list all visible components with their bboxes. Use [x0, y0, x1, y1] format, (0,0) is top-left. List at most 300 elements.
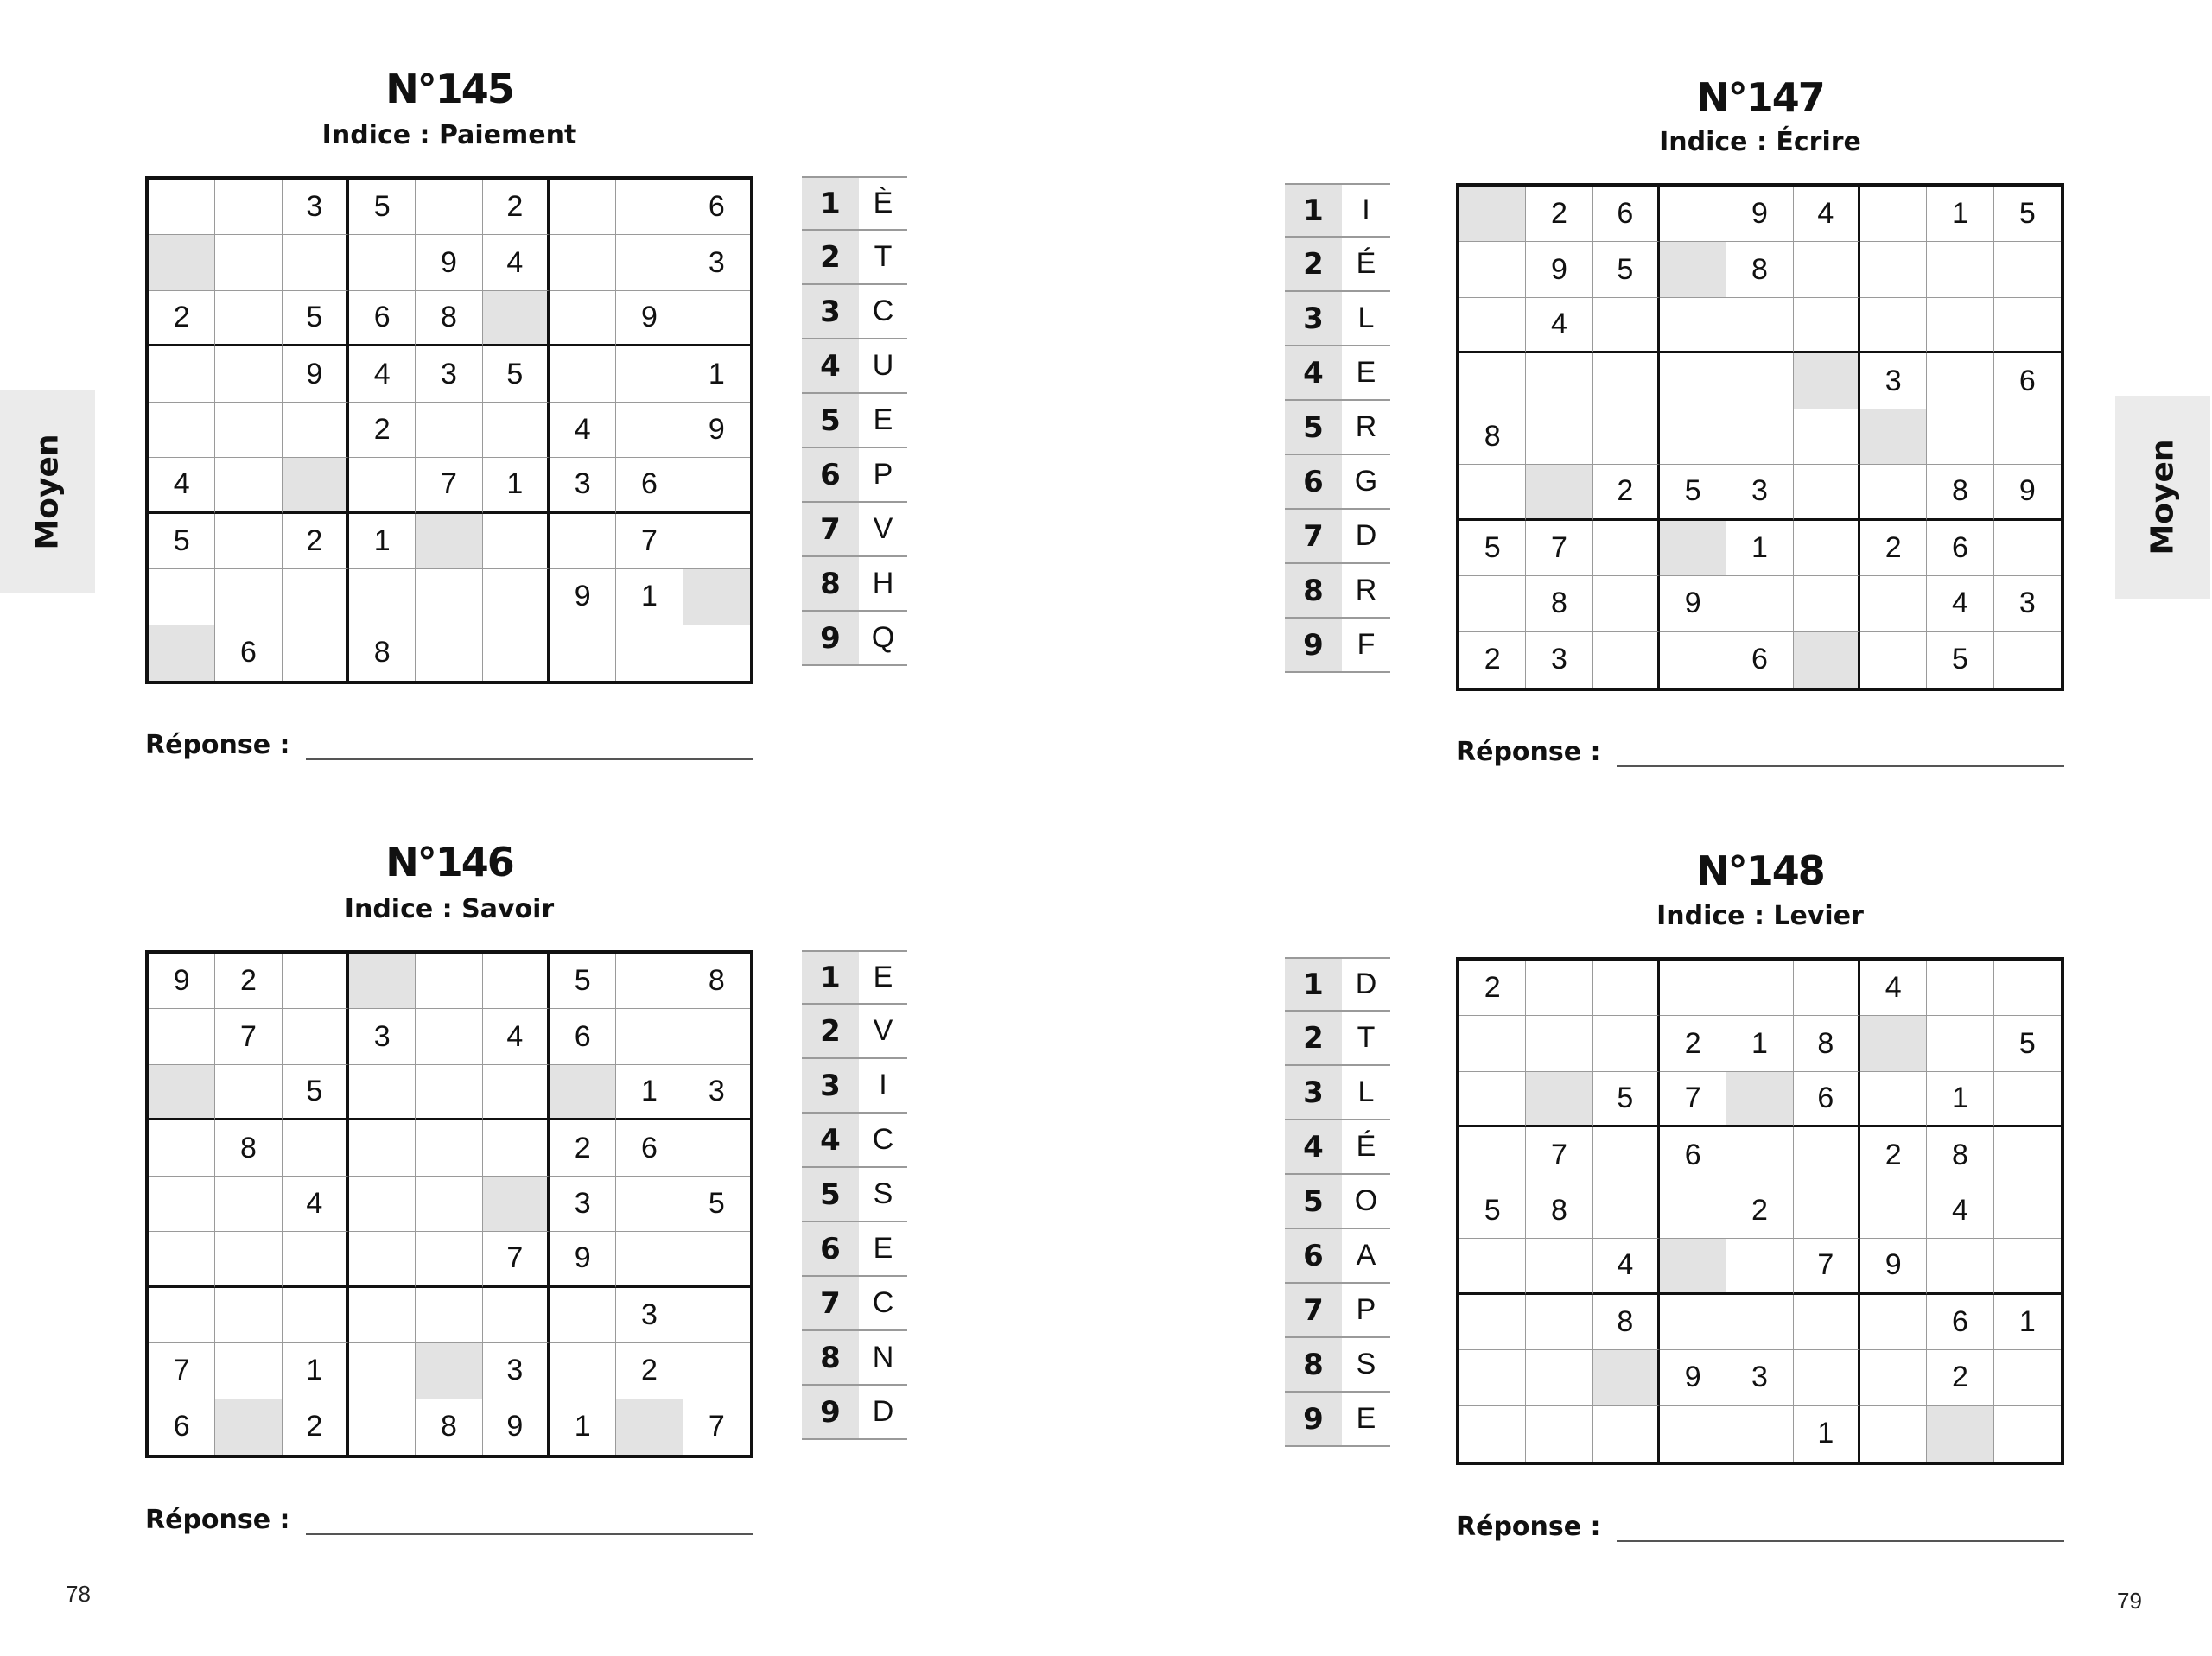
empty-cell[interactable] — [1526, 353, 1592, 409]
given-cell: 9 — [149, 954, 215, 1009]
empty-cell[interactable] — [1660, 1239, 1726, 1294]
empty-cell[interactable] — [349, 458, 416, 513]
empty-cell[interactable] — [550, 1065, 616, 1120]
empty-cell[interactable] — [149, 403, 215, 458]
empty-cell[interactable] — [1526, 1350, 1592, 1405]
given-cell: 3 — [1860, 353, 1927, 409]
key-row — [802, 1059, 907, 1114]
empty-cell[interactable] — [616, 180, 683, 235]
key-number: 8 — [1285, 1338, 1342, 1391]
given-cell: 8 — [349, 625, 416, 681]
empty-cell[interactable] — [616, 625, 683, 681]
empty-cell[interactable] — [1994, 1406, 2061, 1462]
empty-cell[interactable] — [1660, 242, 1726, 297]
key-number: 8 — [802, 1331, 859, 1384]
empty-cell[interactable] — [416, 569, 482, 625]
answer-line[interactable] — [1617, 1518, 2064, 1542]
empty-cell[interactable] — [149, 625, 215, 681]
empty-cell[interactable] — [349, 954, 416, 1009]
empty-cell[interactable] — [1660, 187, 1726, 242]
key-letter: T — [1357, 1021, 1376, 1054]
empty-cell[interactable] — [416, 954, 482, 1009]
empty-cell[interactable] — [349, 1399, 416, 1455]
empty-cell[interactable] — [1726, 1127, 1793, 1183]
empty-cell[interactable] — [1860, 409, 1927, 465]
empty-cell[interactable] — [1860, 1350, 1927, 1405]
empty-cell[interactable] — [1459, 1239, 1526, 1294]
key-row — [1285, 346, 1390, 401]
empty-cell[interactable] — [1459, 298, 1526, 353]
key-letter: P — [1356, 1293, 1376, 1326]
empty-cell[interactable] — [1526, 1072, 1592, 1127]
key-number: 2 — [1285, 238, 1342, 290]
empty-cell[interactable] — [1459, 187, 1526, 242]
given-cell: 6 — [349, 291, 416, 346]
empty-cell[interactable] — [215, 1177, 282, 1232]
empty-cell[interactable] — [1593, 409, 1660, 465]
key-row — [1285, 183, 1390, 238]
puzzle-hint: Indice : Levier — [1656, 901, 1864, 931]
empty-cell[interactable] — [1593, 1183, 1660, 1239]
given-cell: 7 — [1526, 1127, 1592, 1183]
empty-cell[interactable] — [1660, 961, 1726, 1016]
empty-cell[interactable] — [1994, 1072, 2061, 1127]
given-cell: 1 — [1927, 187, 1993, 242]
key-letter: D — [1355, 968, 1377, 1000]
empty-cell[interactable] — [1994, 1127, 2061, 1183]
empty-cell[interactable] — [616, 1399, 683, 1455]
empty-cell[interactable] — [1660, 353, 1726, 409]
empty-cell[interactable] — [550, 625, 616, 681]
empty-cell[interactable] — [1860, 1406, 1927, 1462]
given-cell: 5 — [483, 346, 550, 402]
key-row — [1285, 1175, 1390, 1229]
empty-cell[interactable] — [1660, 1406, 1726, 1462]
key-row — [1285, 619, 1390, 673]
empty-cell[interactable] — [1526, 409, 1592, 465]
empty-cell[interactable] — [1794, 961, 1860, 1016]
empty-cell[interactable] — [550, 235, 616, 290]
key-number: 9 — [802, 1386, 859, 1438]
given-cell: 9 — [1994, 465, 2061, 520]
given-cell: 4 — [149, 458, 215, 513]
empty-cell[interactable] — [1459, 353, 1526, 409]
answer-line[interactable] — [1617, 743, 2064, 767]
empty-cell[interactable] — [215, 180, 282, 235]
given-cell: 1 — [683, 346, 750, 402]
empty-cell[interactable] — [215, 514, 282, 569]
empty-cell[interactable] — [215, 458, 282, 513]
empty-cell[interactable] — [1994, 1350, 2061, 1405]
empty-cell[interactable] — [683, 514, 750, 569]
key-number: 9 — [1285, 619, 1342, 671]
empty-cell[interactable] — [416, 1343, 482, 1399]
given-cell: 2 — [1593, 465, 1660, 520]
empty-cell[interactable] — [1593, 576, 1660, 631]
empty-cell[interactable] — [1794, 1127, 1860, 1183]
empty-cell[interactable] — [149, 1009, 215, 1064]
empty-cell[interactable] — [1794, 409, 1860, 465]
empty-cell[interactable] — [1860, 1183, 1927, 1239]
empty-cell[interactable] — [1994, 1183, 2061, 1239]
given-cell: 1 — [1726, 521, 1793, 576]
given-cell: 5 — [1994, 187, 2061, 242]
key-letter: C — [872, 295, 894, 327]
empty-cell[interactable] — [1794, 1295, 1860, 1350]
empty-cell[interactable] — [483, 1177, 550, 1232]
empty-cell[interactable] — [1593, 353, 1660, 409]
empty-cell[interactable] — [1660, 1183, 1726, 1239]
key-letter: G — [1354, 465, 1378, 498]
empty-cell[interactable] — [349, 1177, 416, 1232]
given-cell: 2 — [550, 1120, 616, 1176]
empty-cell[interactable] — [149, 1177, 215, 1232]
given-cell: 7 — [1660, 1072, 1726, 1127]
empty-cell[interactable] — [416, 625, 482, 681]
empty-cell[interactable] — [1660, 1295, 1726, 1350]
empty-cell[interactable] — [349, 235, 416, 290]
empty-cell[interactable] — [1726, 1406, 1793, 1462]
key-number: 6 — [802, 448, 859, 501]
sudoku-grid — [1456, 957, 2064, 1465]
key-number: 3 — [802, 1059, 859, 1112]
empty-cell[interactable] — [149, 346, 215, 402]
empty-cell[interactable] — [1459, 1127, 1526, 1183]
key-number: 6 — [1285, 1229, 1342, 1282]
empty-cell[interactable] — [550, 180, 616, 235]
given-cell: 2 — [1860, 521, 1927, 576]
empty-cell[interactable] — [215, 403, 282, 458]
empty-cell[interactable] — [1726, 409, 1793, 465]
empty-cell[interactable] — [683, 291, 750, 346]
empty-cell[interactable] — [1459, 465, 1526, 520]
empty-cell[interactable] — [215, 235, 282, 290]
empty-cell[interactable] — [1994, 298, 2061, 353]
empty-cell[interactable] — [1927, 1016, 1993, 1071]
empty-cell[interactable] — [1794, 1183, 1860, 1239]
empty-cell[interactable] — [1726, 1239, 1793, 1294]
empty-cell[interactable] — [416, 1009, 482, 1064]
empty-cell[interactable] — [483, 625, 550, 681]
puzzle-title: N°147 — [1696, 74, 1824, 121]
empty-cell[interactable] — [1860, 1072, 1927, 1127]
given-cell: 1 — [1927, 1072, 1993, 1127]
empty-cell[interactable] — [1794, 1350, 1860, 1405]
given-cell: 6 — [1726, 632, 1793, 688]
key-letter: I — [879, 1069, 887, 1101]
empty-cell[interactable] — [1593, 298, 1660, 353]
difficulty-tab-right — [2115, 396, 2210, 599]
empty-cell[interactable] — [616, 403, 683, 458]
empty-cell[interactable] — [149, 1232, 215, 1287]
empty-cell[interactable] — [616, 1232, 683, 1287]
empty-cell[interactable] — [683, 1343, 750, 1399]
empty-cell[interactable] — [683, 458, 750, 513]
given-cell: 7 — [1794, 1239, 1860, 1294]
given-cell: 8 — [1526, 1183, 1592, 1239]
given-cell: 9 — [1726, 187, 1793, 242]
empty-cell[interactable] — [283, 235, 349, 290]
empty-cell[interactable] — [1459, 1295, 1526, 1350]
empty-cell[interactable] — [1660, 632, 1726, 688]
empty-cell[interactable] — [1593, 961, 1660, 1016]
empty-cell[interactable] — [149, 1065, 215, 1120]
empty-cell[interactable] — [1927, 961, 1993, 1016]
empty-cell[interactable] — [550, 1288, 616, 1343]
key-number: 7 — [802, 1277, 859, 1329]
empty-cell[interactable] — [149, 1288, 215, 1343]
empty-cell[interactable] — [215, 1343, 282, 1399]
answer-line[interactable] — [306, 736, 753, 760]
empty-cell[interactable] — [283, 403, 349, 458]
empty-cell[interactable] — [483, 1288, 550, 1343]
empty-cell[interactable] — [1459, 1016, 1526, 1071]
given-cell: 2 — [1726, 1183, 1793, 1239]
difficulty-tab-left — [0, 390, 95, 593]
given-cell: 5 — [349, 180, 416, 235]
empty-cell[interactable] — [683, 1120, 750, 1176]
given-cell: 9 — [483, 1399, 550, 1455]
given-cell: 4 — [1860, 961, 1927, 1016]
empty-cell[interactable] — [1927, 242, 1993, 297]
empty-cell[interactable] — [1927, 1239, 1993, 1294]
empty-cell[interactable] — [616, 1009, 683, 1064]
empty-cell[interactable] — [1726, 961, 1793, 1016]
empty-cell[interactable] — [416, 180, 482, 235]
empty-cell[interactable] — [215, 1288, 282, 1343]
empty-cell[interactable] — [1726, 1295, 1793, 1350]
given-cell: 9 — [1860, 1239, 1927, 1294]
given-cell: 8 — [1927, 465, 1993, 520]
empty-cell[interactable] — [1994, 961, 2061, 1016]
empty-cell[interactable] — [1860, 465, 1927, 520]
empty-cell[interactable] — [1526, 1016, 1592, 1071]
empty-cell[interactable] — [1927, 1406, 1993, 1462]
empty-cell[interactable] — [1593, 1350, 1660, 1405]
empty-cell[interactable] — [1726, 576, 1793, 631]
empty-cell[interactable] — [215, 1399, 282, 1455]
empty-cell[interactable] — [483, 569, 550, 625]
answer-line[interactable] — [306, 1511, 753, 1535]
given-cell: 1 — [616, 1065, 683, 1120]
empty-cell[interactable] — [416, 1288, 482, 1343]
empty-cell[interactable] — [1994, 409, 2061, 465]
empty-cell[interactable] — [1994, 632, 2061, 688]
empty-cell[interactable] — [1459, 576, 1526, 631]
empty-cell[interactable] — [283, 1120, 349, 1176]
empty-cell[interactable] — [1526, 465, 1592, 520]
empty-cell[interactable] — [1860, 187, 1927, 242]
empty-cell[interactable] — [349, 1232, 416, 1287]
empty-cell[interactable] — [683, 625, 750, 681]
empty-cell[interactable] — [483, 403, 550, 458]
empty-cell[interactable] — [1593, 1016, 1660, 1071]
empty-cell[interactable] — [483, 1065, 550, 1120]
answer-label: Réponse : — [1456, 1512, 1601, 1542]
given-cell: 3 — [1726, 1350, 1793, 1405]
empty-cell[interactable] — [1593, 1127, 1660, 1183]
empty-cell[interactable] — [1726, 1072, 1793, 1127]
given-cell: 1 — [283, 1343, 349, 1399]
letter-key-table — [802, 950, 907, 1440]
empty-cell[interactable] — [483, 514, 550, 569]
given-cell: 7 — [708, 1410, 725, 1443]
empty-cell[interactable] — [1459, 1072, 1526, 1127]
empty-cell[interactable] — [1860, 632, 1927, 688]
empty-cell[interactable] — [550, 291, 616, 346]
empty-cell[interactable] — [1593, 1406, 1660, 1462]
key-number: 6 — [802, 1222, 859, 1275]
empty-cell[interactable] — [1526, 961, 1592, 1016]
empty-cell[interactable] — [283, 1232, 349, 1287]
empty-cell[interactable] — [616, 1177, 683, 1232]
empty-cell[interactable] — [550, 346, 616, 402]
empty-cell[interactable] — [215, 1232, 282, 1287]
key-letter: Q — [871, 621, 895, 654]
empty-cell[interactable] — [149, 569, 215, 625]
key-row — [802, 503, 907, 557]
given-cell: 6 — [1927, 1295, 1993, 1350]
given-cell: 8 — [1526, 576, 1592, 631]
given-cell: 2 — [283, 1399, 349, 1455]
key-letter: E — [1356, 356, 1376, 389]
given-cell: 6 — [616, 1120, 683, 1176]
empty-cell[interactable] — [1459, 1406, 1526, 1462]
given-cell: 3 — [1994, 576, 2061, 631]
empty-cell[interactable] — [1660, 409, 1726, 465]
empty-cell[interactable] — [616, 235, 683, 290]
empty-cell[interactable] — [1660, 521, 1726, 576]
empty-cell[interactable] — [483, 1120, 550, 1176]
given-cell: 6 — [1660, 1127, 1726, 1183]
empty-cell[interactable] — [1526, 1406, 1592, 1462]
empty-cell[interactable] — [416, 514, 482, 569]
key-row — [1285, 1393, 1390, 1447]
given-cell: 1 — [616, 569, 683, 625]
key-letter: T — [874, 240, 893, 273]
empty-cell[interactable] — [283, 458, 349, 513]
empty-cell[interactable] — [1860, 1295, 1927, 1350]
empty-cell[interactable] — [1927, 409, 1993, 465]
key-number: 1 — [1285, 959, 1342, 1010]
key-letter: U — [872, 349, 894, 382]
letter-key-table — [1285, 183, 1390, 673]
given-cell: 1 — [1994, 1295, 2061, 1350]
key-number: 5 — [802, 1168, 859, 1221]
empty-cell[interactable] — [683, 569, 750, 625]
empty-cell[interactable] — [1794, 242, 1860, 297]
empty-cell[interactable] — [616, 346, 683, 402]
empty-cell[interactable] — [215, 1065, 282, 1120]
empty-cell[interactable] — [1593, 632, 1660, 688]
empty-cell[interactable] — [215, 346, 282, 402]
empty-cell[interactable] — [1459, 1350, 1526, 1405]
empty-cell[interactable] — [1994, 242, 2061, 297]
empty-cell[interactable] — [149, 235, 215, 290]
empty-cell[interactable] — [1593, 521, 1660, 576]
empty-cell[interactable] — [483, 291, 550, 346]
key-letter: H — [872, 567, 894, 600]
empty-cell[interactable] — [1794, 298, 1860, 353]
empty-cell[interactable] — [1994, 521, 2061, 576]
empty-cell[interactable] — [1794, 465, 1860, 520]
empty-cell[interactable] — [1860, 576, 1927, 631]
empty-cell[interactable] — [1860, 1016, 1927, 1071]
key-letter: É — [1356, 1130, 1376, 1163]
key-letter: E — [873, 961, 893, 993]
empty-cell[interactable] — [683, 1009, 750, 1064]
empty-cell[interactable] — [1726, 298, 1793, 353]
empty-cell[interactable] — [349, 1343, 416, 1399]
empty-cell[interactable] — [215, 569, 282, 625]
empty-cell[interactable] — [283, 625, 349, 681]
empty-cell[interactable] — [616, 954, 683, 1009]
empty-cell[interactable] — [550, 514, 616, 569]
given-cell: 8 — [416, 1399, 482, 1455]
empty-cell[interactable] — [215, 291, 282, 346]
answer-row — [145, 1505, 753, 1535]
empty-cell[interactable] — [149, 1120, 215, 1176]
empty-cell[interactable] — [149, 180, 215, 235]
empty-cell[interactable] — [1526, 1295, 1592, 1350]
empty-cell[interactable] — [416, 1177, 482, 1232]
given-cell: 5 — [1994, 1016, 2061, 1071]
empty-cell[interactable] — [1794, 576, 1860, 631]
empty-cell[interactable] — [683, 1288, 750, 1343]
empty-cell[interactable] — [1927, 298, 1993, 353]
given-cell: 8 — [683, 954, 750, 1009]
given-cell: 9 — [616, 291, 683, 346]
empty-cell[interactable] — [483, 954, 550, 1009]
answer-label: Réponse : — [145, 730, 290, 760]
empty-cell[interactable] — [1726, 353, 1793, 409]
empty-cell[interactable] — [283, 569, 349, 625]
empty-cell[interactable] — [1994, 1239, 2061, 1294]
key-letter: C — [872, 1123, 894, 1156]
empty-cell[interactable] — [1459, 242, 1526, 297]
empty-cell[interactable] — [1794, 521, 1860, 576]
empty-cell[interactable] — [349, 569, 416, 625]
empty-cell[interactable] — [283, 1009, 349, 1064]
empty-cell[interactable] — [683, 1232, 750, 1287]
empty-cell[interactable] — [1860, 242, 1927, 297]
empty-cell[interactable] — [550, 1343, 616, 1399]
key-letter: I — [1362, 194, 1370, 226]
empty-cell[interactable] — [283, 954, 349, 1009]
empty-cell[interactable] — [349, 1288, 416, 1343]
puzzle-title: N°148 — [1696, 847, 1824, 894]
key-row — [802, 231, 907, 285]
empty-cell[interactable] — [1794, 632, 1860, 688]
empty-cell[interactable] — [416, 1232, 482, 1287]
empty-cell[interactable] — [1526, 1239, 1592, 1294]
empty-cell[interactable] — [283, 1288, 349, 1343]
empty-cell[interactable] — [1794, 353, 1860, 409]
empty-cell[interactable] — [1660, 298, 1726, 353]
key-number: 4 — [1285, 1120, 1342, 1173]
empty-cell[interactable] — [416, 1120, 482, 1176]
key-letter: F — [1357, 628, 1376, 661]
empty-cell[interactable] — [416, 1065, 482, 1120]
empty-cell[interactable] — [349, 1120, 416, 1176]
empty-cell[interactable] — [416, 403, 482, 458]
empty-cell[interactable] — [1927, 353, 1993, 409]
empty-cell[interactable] — [1860, 298, 1927, 353]
given-cell: 5 — [550, 954, 616, 1009]
key-row — [1285, 1338, 1390, 1393]
empty-cell[interactable] — [349, 1065, 416, 1120]
key-number: 1 — [802, 178, 859, 229]
